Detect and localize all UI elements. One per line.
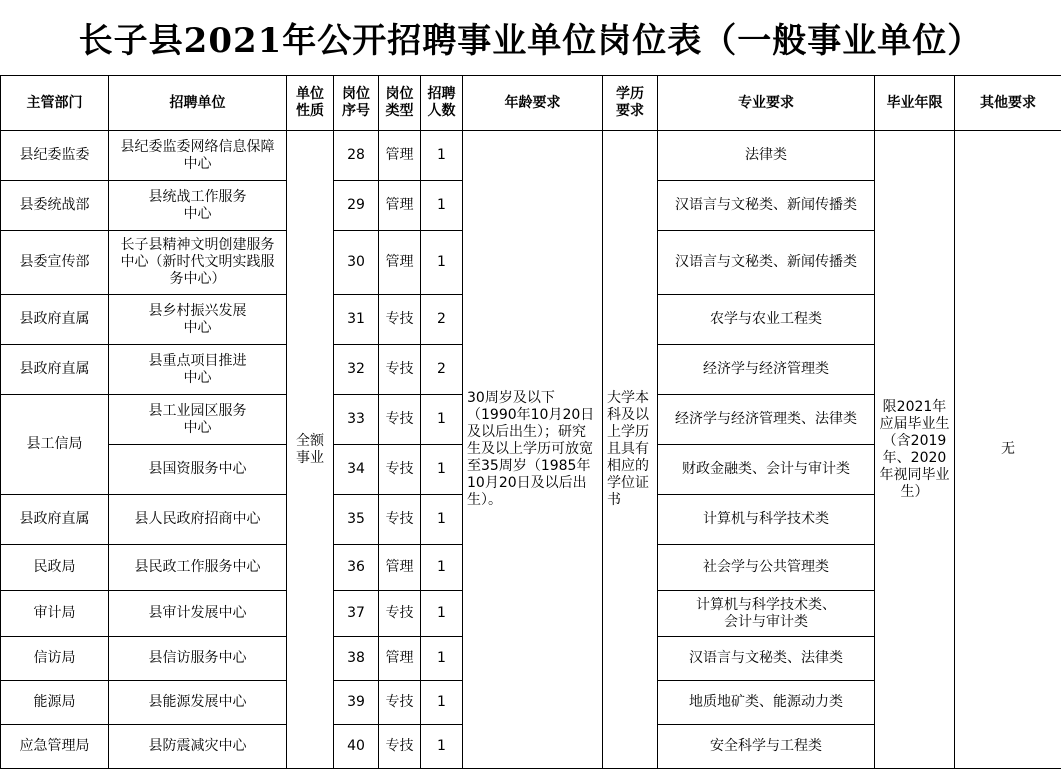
page-title: 长子县2021年公开招聘事业单位岗位表（一般事业单位） [78, 21, 983, 61]
major-cell: 法律类 [658, 131, 875, 181]
header-dept: 主管部门 [1, 76, 109, 131]
age-cell: 30周岁及以下（1990年10月20日及以后出生）；研究生及以上学历可放宽至35周岁（1985年10月20日及以后出生）。 [463, 131, 603, 769]
recruitment-table [0, 75, 1061, 769]
edu-cell: 大学本科及以上学历且具有相应的学位证书 [603, 131, 658, 769]
header-count: 招聘 人数 [421, 76, 463, 131]
count-cell: 1 [421, 495, 463, 545]
post-no-cell: 32 [334, 345, 379, 395]
count-cell: 1 [421, 681, 463, 725]
dept-cell: 县纪委监委 [1, 131, 109, 181]
dept-cell: 审计局 [1, 591, 109, 637]
count-cell: 1 [421, 181, 463, 231]
count-cell: 2 [421, 295, 463, 345]
major-cell: 经济学与经济管理类、法律类 [658, 395, 875, 445]
major-cell: 安全科学与工程类 [658, 725, 875, 769]
major-cell: 地质地矿类、能源动力类 [658, 681, 875, 725]
unit-cell: 县重点项目推进 中心 [109, 345, 287, 395]
unit-cell: 县统战工作服务 中心 [109, 181, 287, 231]
dept-cell: 应急管理局 [1, 725, 109, 769]
post-no-cell: 33 [334, 395, 379, 445]
header-grad: 毕业年限 [875, 76, 955, 131]
dept-cell: 县政府直属 [1, 295, 109, 345]
unit-cell: 县纪委监委网络信息保障 中心 [109, 131, 287, 181]
grad-cell: 限2021年应届毕业生（含2019年、2020年视同毕业生） [875, 131, 955, 769]
header-age: 年龄要求 [463, 76, 603, 131]
header-unit: 招聘单位 [109, 76, 287, 131]
count-cell: 1 [421, 545, 463, 591]
unit-cell: 县民政工作服务中心 [109, 545, 287, 591]
dept-cell: 民政局 [1, 545, 109, 591]
post-type-cell: 专技 [379, 725, 421, 769]
count-cell: 1 [421, 231, 463, 295]
major-cell: 经济学与经济管理类 [658, 345, 875, 395]
post-type-cell: 专技 [379, 681, 421, 725]
count-cell: 1 [421, 591, 463, 637]
dept-cell: 县政府直属 [1, 495, 109, 545]
major-cell: 汉语言与文秘类、新闻传播类 [658, 181, 875, 231]
post-no-cell: 31 [334, 295, 379, 345]
unit-cell: 县国资服务中心 [109, 445, 287, 495]
dept-cell: 县委宣传部 [1, 231, 109, 295]
count-cell: 1 [421, 637, 463, 681]
post-type-cell: 管理 [379, 231, 421, 295]
header-post-type: 岗位 类型 [379, 76, 421, 131]
dept-cell: 县工信局 [1, 395, 109, 495]
unit-cell: 县能源发展中心 [109, 681, 287, 725]
post-no-cell: 30 [334, 231, 379, 295]
unit-cell: 县防震减灾中心 [109, 725, 287, 769]
header-major: 专业要求 [658, 76, 875, 131]
major-cell: 财政金融类、会计与审计类 [658, 445, 875, 495]
post-no-cell: 28 [334, 131, 379, 181]
unit-cell: 县审计发展中心 [109, 591, 287, 637]
count-cell: 1 [421, 445, 463, 495]
post-type-cell: 管理 [379, 637, 421, 681]
dept-cell: 信访局 [1, 637, 109, 681]
header-edu: 学历 要求 [603, 76, 658, 131]
post-type-cell: 专技 [379, 495, 421, 545]
post-no-cell: 36 [334, 545, 379, 591]
post-no-cell: 29 [334, 181, 379, 231]
post-type-cell: 专技 [379, 395, 421, 445]
major-cell: 计算机与科学技术类、 会计与审计类 [658, 591, 875, 637]
dept-cell: 县政府直属 [1, 345, 109, 395]
post-type-cell: 专技 [379, 345, 421, 395]
count-cell: 1 [421, 725, 463, 769]
post-no-cell: 34 [334, 445, 379, 495]
post-type-cell: 管理 [379, 181, 421, 231]
post-type-cell: 专技 [379, 445, 421, 495]
dept-cell: 县委统战部 [1, 181, 109, 231]
major-cell: 计算机与科学技术类 [658, 495, 875, 545]
major-cell: 汉语言与文秘类、法律类 [658, 637, 875, 681]
unit-cell: 县信访服务中心 [109, 637, 287, 681]
other-cell: 无 [955, 131, 1061, 769]
header-post-no: 岗位 序号 [334, 76, 379, 131]
nature-cell: 全额 事业 [287, 131, 334, 769]
major-cell: 农学与农业工程类 [658, 295, 875, 345]
post-no-cell: 40 [334, 725, 379, 769]
count-cell: 1 [421, 395, 463, 445]
post-no-cell: 38 [334, 637, 379, 681]
header-row [1, 76, 1061, 131]
unit-cell: 县乡村振兴发展 中心 [109, 295, 287, 345]
major-cell: 汉语言与文秘类、新闻传播类 [658, 231, 875, 295]
post-type-cell: 专技 [379, 295, 421, 345]
header-nature: 单位 性质 [287, 76, 334, 131]
post-type-cell: 专技 [379, 591, 421, 637]
post-no-cell: 35 [334, 495, 379, 545]
post-no-cell: 37 [334, 591, 379, 637]
count-cell: 1 [421, 131, 463, 181]
major-cell: 社会学与公共管理类 [658, 545, 875, 591]
post-no-cell: 39 [334, 681, 379, 725]
header-other: 其他要求 [955, 76, 1061, 131]
post-type-cell: 管理 [379, 545, 421, 591]
count-cell: 2 [421, 345, 463, 395]
table-row [1, 131, 1061, 181]
post-type-cell: 管理 [379, 131, 421, 181]
unit-cell: 县人民政府招商中心 [109, 495, 287, 545]
unit-cell: 长子县精神文明创建服务 中心（新时代文明实践服 务中心） [109, 231, 287, 295]
dept-cell: 能源局 [1, 681, 109, 725]
unit-cell: 县工业园区服务 中心 [109, 395, 287, 445]
